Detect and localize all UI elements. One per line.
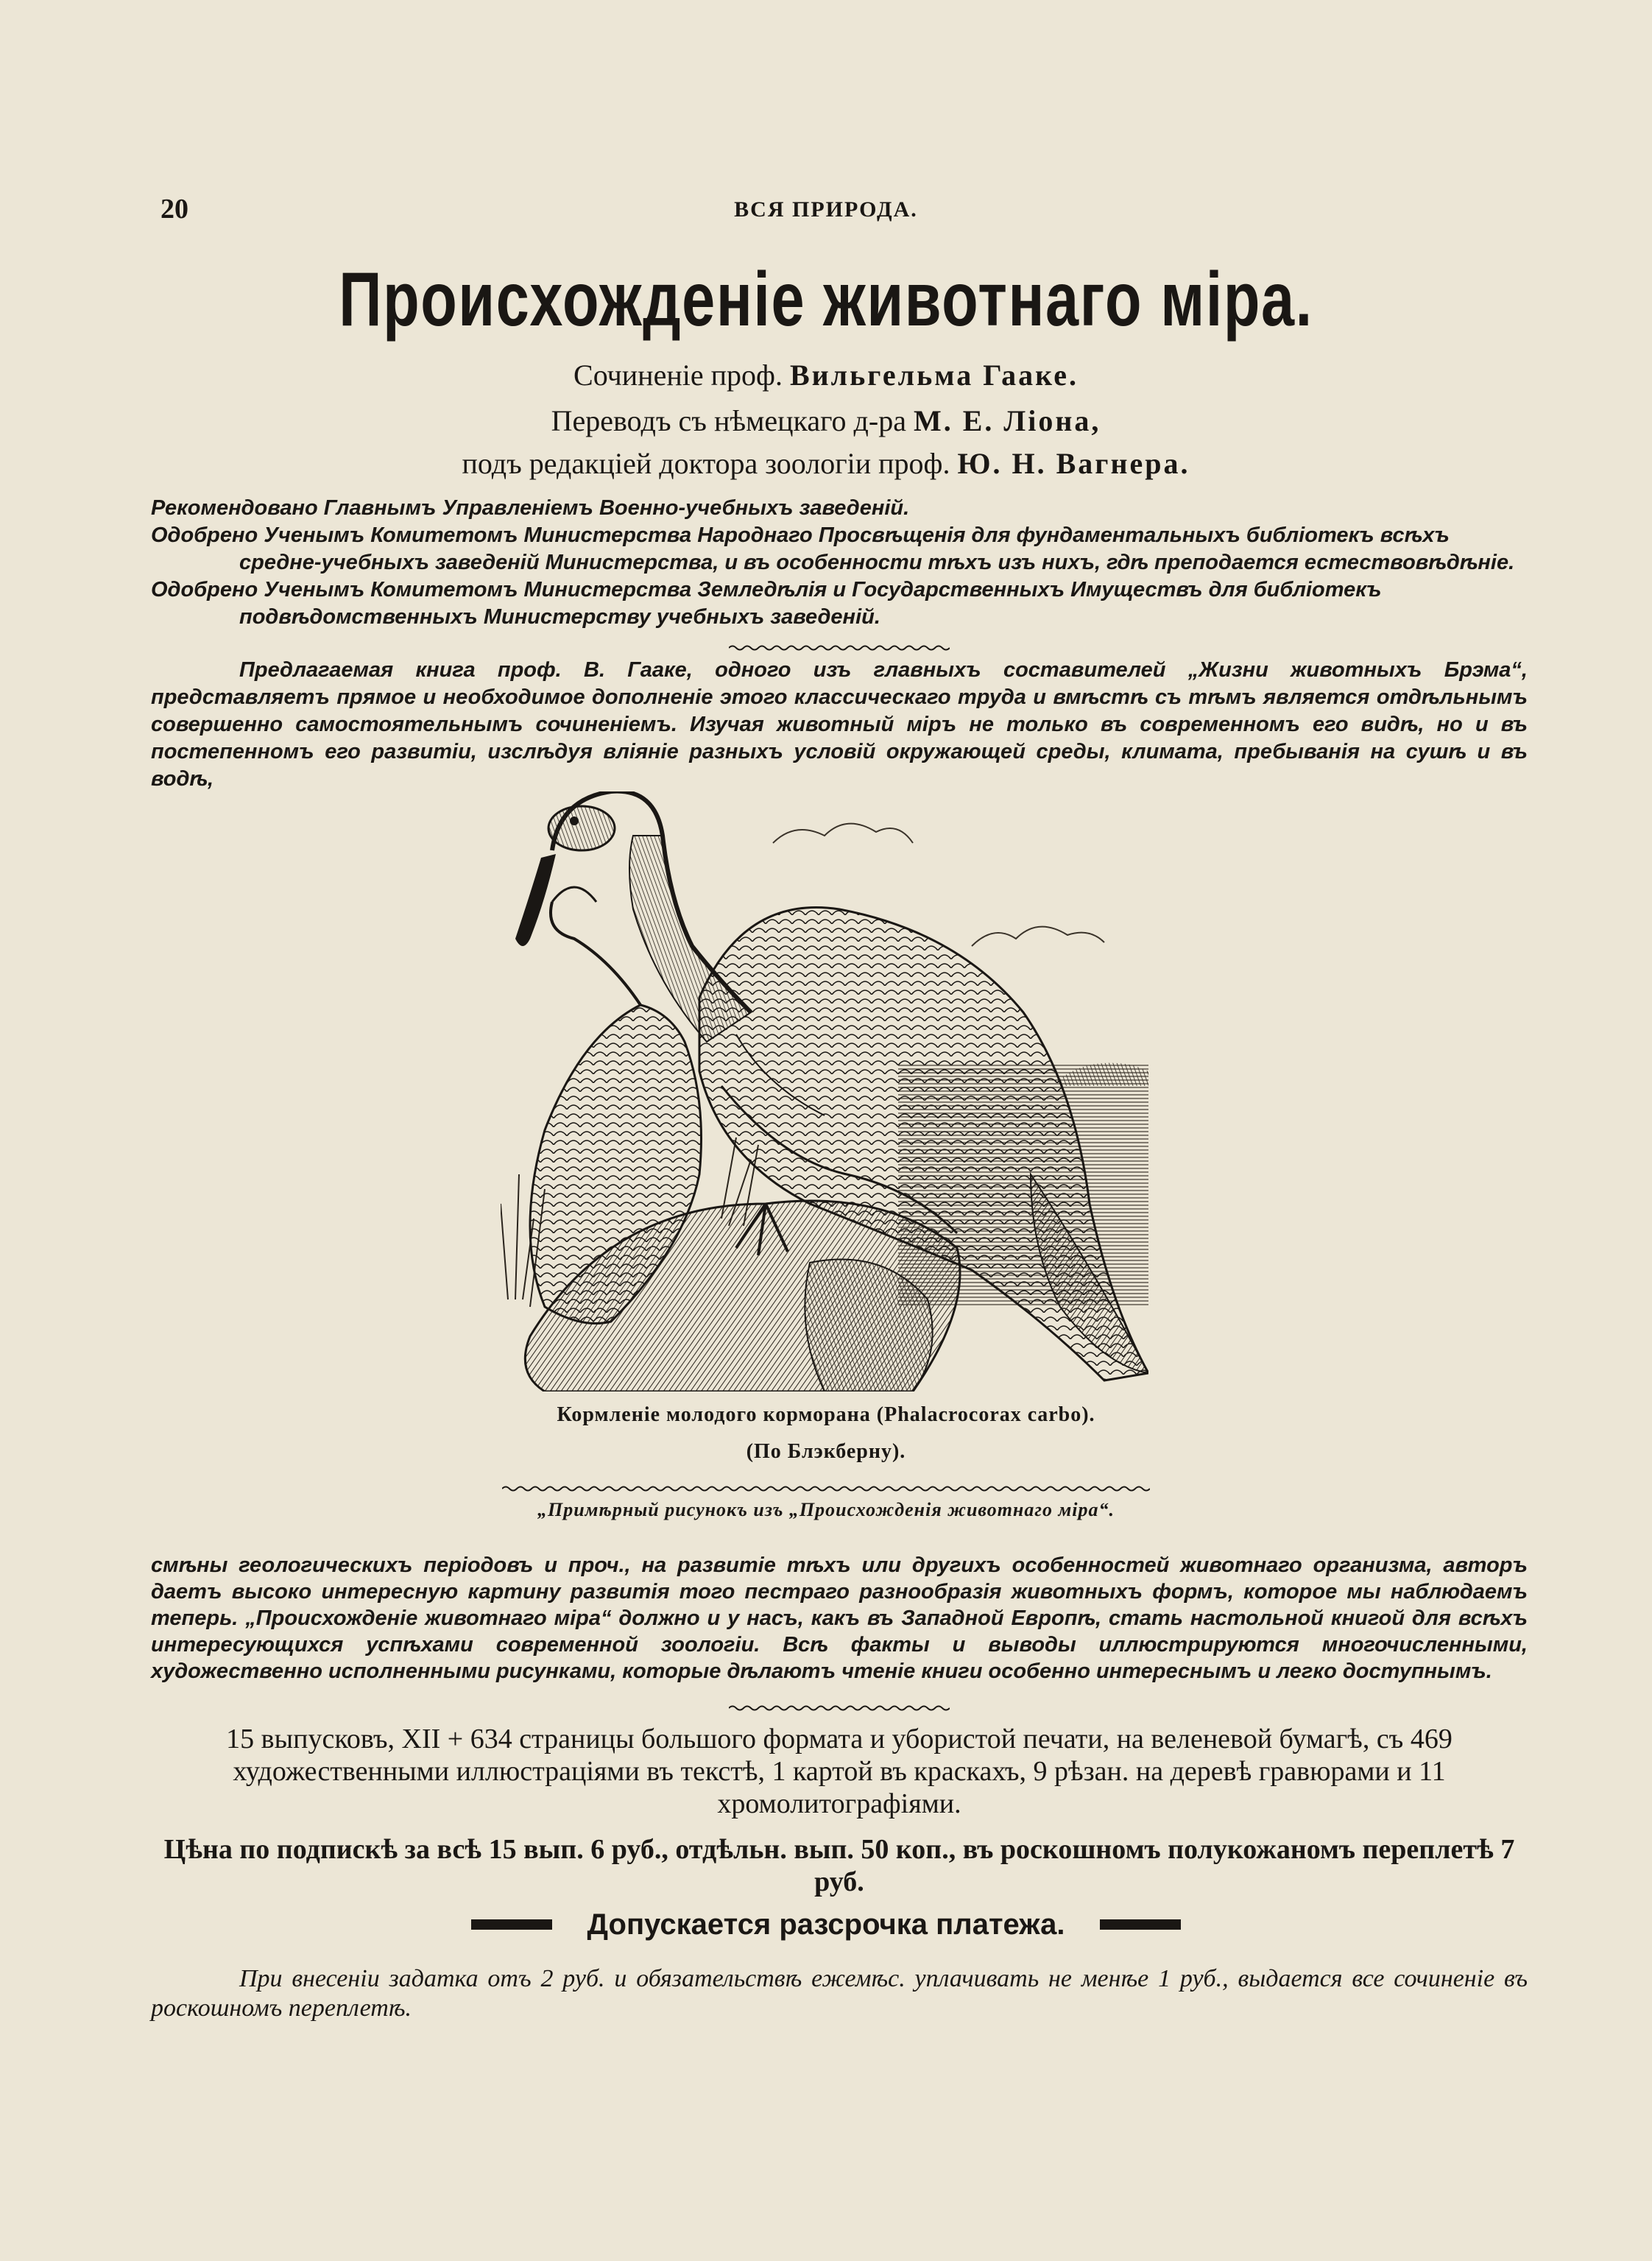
intro-text: Предлагаемая книга проф. В. Гааке, одного изъ главныхъ составителей „Жизни животныхъ Брэма“, представляетъ прямое и необходимое дополненіе этого классическаго труда и вмѣстѣ съ тѣмъ является отдѣльнымъ совершенно самостоятельнымъ сочиненіемъ. Изучая животный міръ не только въ современномъ его видѣ, но и въ постепенномъ его развитіи, изслѣдуя вліяніе разныхъ условій окружающей среды, климата, пребыванія на сушѣ и въ водѣ, bbox=[151, 658, 1528, 791]
payment-terms bbox=[151, 1964, 1528, 2023]
installment-notice: Допускается разсрочка платежа. bbox=[587, 1908, 1065, 1941]
cormorant-illustration bbox=[501, 791, 1148, 1391]
continuation-paragraph bbox=[151, 1552, 1528, 1718]
editor-prefix: подъ редакціей доктора зоологіи проф. bbox=[462, 447, 950, 480]
book-title: Происхожденіе животнаго міра. bbox=[339, 257, 1313, 342]
editor-name: Ю. Н. Вагнера. bbox=[957, 447, 1190, 480]
approval-1: Рекомендовано Главнымъ Управленіемъ Военно-учебныхъ заведеній. bbox=[151, 496, 910, 520]
wavy-divider bbox=[729, 644, 950, 652]
figure-caption: Кормленіе молодого корморана (Phalacrocorax carbo). bbox=[557, 1403, 1095, 1426]
edition-details: 15 выпусковъ, XII + 634 страницы большого формата и убористой печати, на веленевой бумагѣ, съ 469 художественными иллюстраціями въ текстѣ, 1 картой въ краскахъ, 9 рѣзан. на деревѣ гравюрами и 11 хромолитографіями. bbox=[226, 1724, 1452, 1819]
payment-terms-text: При внесеніи задатка отъ 2 руб. и обязательствѣ ежемѣс. уплачивать не менѣе 1 руб., выдается все сочиненіе въ роскошномъ переплетѣ. bbox=[151, 1965, 1528, 2022]
wavy-divider-figure bbox=[502, 1483, 1150, 1496]
translator-name: М. Е. Ліона, bbox=[913, 404, 1101, 437]
left-bar bbox=[471, 1919, 552, 1930]
translator-prefix: Переводъ съ нѣмецкаго д-ра bbox=[551, 404, 906, 437]
author-line bbox=[0, 358, 1652, 392]
page-number: 20 bbox=[160, 194, 188, 225]
right-bar bbox=[1100, 1919, 1181, 1930]
approvals-block bbox=[151, 495, 1528, 652]
author-prefix: Сочиненіе проф. bbox=[573, 359, 783, 392]
author-name: Вильгельма Гааке. bbox=[789, 359, 1079, 392]
approval-3: Одобрено Ученымъ Комитетомъ Министерства Земледѣлія и Государственныхъ Имуществъ для библіотекъ подвѣдомственныхъ Министерству учебныхъ заведеній. bbox=[151, 578, 1382, 629]
translator-line bbox=[0, 403, 1652, 438]
wavy-divider-2 bbox=[729, 1692, 950, 1718]
running-head: ВСЯ ПРИРОДА. bbox=[734, 197, 918, 222]
figure-credit: (По Блэкберну). bbox=[746, 1440, 906, 1463]
subscription-price: Цѣна по подпискѣ за всѣ 15 вып. 6 руб., отдѣльн. вып. 50 коп., въ роскошномъ полукожаномъ переплетѣ 7 руб. bbox=[163, 1834, 1515, 1897]
installment-row bbox=[0, 1902, 1652, 1947]
continuation-text: смѣны геологическихъ періодовъ и проч., на развитіе тѣхъ или другихъ особенностей животнаго организма, авторъ даетъ высоко интересную картину развитія того пестраго разнообразія животныхъ формъ, которое мы наблюдаемъ теперь. „Происхожденіе животнаго міра“ должно и у насъ, какъ въ Западной Европѣ, стать настольной книгой для всѣхъ интересующихся успѣхами современной зоологіи. Всѣ факты и выводы иллюстрируются многочисленными, художественно исполненными рисунками, которые дѣлаютъ чтеніе книги особенно интереснымъ и легко доступнымъ. bbox=[151, 1553, 1528, 1683]
intro-paragraph bbox=[151, 657, 1528, 793]
approval-2: Одобрено Ученымъ Комитетомъ Министерства Народнаго Просвѣщенія для фундаментальныхъ библіотекъ всѣхъ средне-учебныхъ заведеній Министерства, и въ особенности тѣхъ изъ нихъ, гдѣ преподается естествовѣдѣніе. bbox=[151, 523, 1515, 574]
figure-note: „Примѣрный рисунокъ изъ „Происхожденія животнаго міра“. bbox=[537, 1499, 1115, 1520]
editor-line bbox=[0, 446, 1652, 481]
